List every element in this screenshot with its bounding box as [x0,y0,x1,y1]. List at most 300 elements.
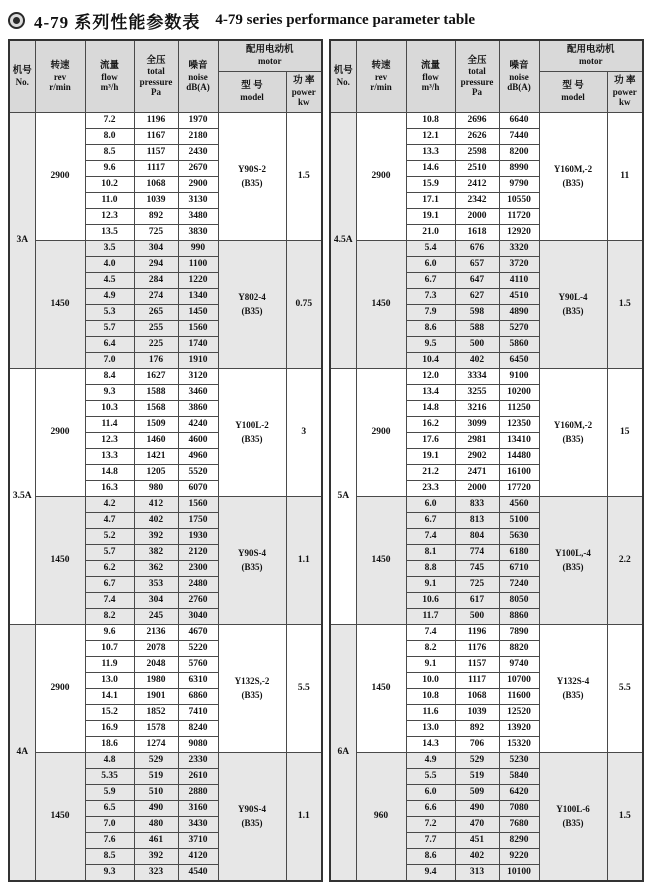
col-header-motor: 配用电动机 motor [539,40,643,72]
flow-cell: 12.3 [85,433,134,449]
pressure-cell: 509 [455,785,499,801]
pressure-cell: 2598 [455,145,499,161]
flow-cell: 6.6 [406,801,455,817]
flow-cell: 12.1 [406,129,455,145]
noise-cell: 3160 [178,801,218,817]
flow-cell: 11.4 [85,417,134,433]
pressure-cell: 3099 [455,417,499,433]
pressure-cell: 500 [455,337,499,353]
pressure-cell: 1068 [455,689,499,705]
flow-cell: 6.2 [85,561,134,577]
pressure-cell: 1068 [134,177,178,193]
noise-cell: 1970 [178,113,218,129]
pressure-cell: 1117 [134,161,178,177]
pressure-cell: 284 [134,273,178,289]
noise-cell: 1450 [178,305,218,321]
pressure-cell: 627 [455,289,499,305]
rev-cell: 2900 [35,113,85,241]
motor-model: Y90L-4 [558,292,588,302]
motor-model-cell [539,369,607,497]
pressure-cell: 588 [455,321,499,337]
pressure-cell: 519 [455,769,499,785]
table-row [330,241,643,257]
flow-cell: 19.1 [406,209,455,225]
model-no-cell: 6A [330,625,356,882]
model-no-cell: 5A [330,369,356,625]
col-header-pressure: 全压 total pressure Pa [134,40,178,113]
flow-cell: 4.0 [85,257,134,273]
power-cell: 1.5 [286,113,322,241]
noise-cell: 4960 [178,449,218,465]
flow-cell: 13.3 [85,449,134,465]
pressure-cell: 1039 [134,193,178,209]
noise-cell: 3710 [178,833,218,849]
flow-cell: 7.4 [406,625,455,641]
rev-cell: 1450 [356,497,406,625]
noise-cell: 6310 [178,673,218,689]
flow-cell: 8.5 [85,849,134,865]
power-cell: 1.1 [286,753,322,882]
noise-cell: 10100 [499,865,539,882]
pressure-cell: 402 [455,353,499,369]
noise-cell: 6640 [499,113,539,129]
table-row [330,113,643,129]
parameter-tables [8,39,642,882]
noise-cell: 3040 [178,609,218,625]
noise-cell: 17720 [499,481,539,497]
motor-frame: (B35) [241,177,263,188]
pressure-cell: 1196 [134,113,178,129]
noise-cell: 5860 [499,337,539,353]
flow-cell: 7.3 [406,289,455,305]
flow-cell: 9.3 [85,865,134,882]
pressure-cell: 294 [134,257,178,273]
page-title [8,6,642,34]
pressure-cell: 980 [134,481,178,497]
flow-cell: 9.4 [406,865,455,882]
motor-model: Y160M,-2 [553,420,593,430]
pressure-cell: 461 [134,833,178,849]
noise-cell: 3460 [178,385,218,401]
flow-cell: 8.2 [85,609,134,625]
noise-cell: 11250 [499,401,539,417]
flow-cell: 8.6 [406,849,455,865]
noise-cell: 2120 [178,545,218,561]
flow-cell: 4.5 [85,273,134,289]
pressure-cell: 470 [455,817,499,833]
noise-cell: 5840 [499,769,539,785]
noise-cell: 6070 [178,481,218,497]
flow-cell: 13.0 [406,721,455,737]
flow-cell: 10.6 [406,593,455,609]
noise-cell: 1220 [178,273,218,289]
flow-cell: 12.3 [85,209,134,225]
noise-cell: 8200 [499,145,539,161]
noise-cell: 6420 [499,785,539,801]
motor-model: Y90S-4 [237,548,266,558]
col-header-no: 机号 No. [9,40,35,113]
table-row [330,625,643,641]
flow-cell: 10.4 [406,353,455,369]
motor-model: Y100L-6 [556,804,590,814]
flow-cell: 13.3 [406,145,455,161]
pressure-cell: 2342 [455,193,499,209]
pressure-cell: 1618 [455,225,499,241]
flow-cell: 3.5 [85,241,134,257]
flow-cell: 7.2 [85,113,134,129]
pressure-cell: 1568 [134,401,178,417]
noise-cell: 1100 [178,257,218,273]
pressure-cell: 480 [134,817,178,833]
flow-cell: 8.8 [406,561,455,577]
flow-cell: 6.7 [406,273,455,289]
power-cell: 0.75 [286,241,322,369]
flow-cell: 7.4 [406,529,455,545]
flow-cell: 18.6 [85,737,134,753]
col-header-power: 功 率 power kw [286,72,322,113]
pressure-cell: 1588 [134,385,178,401]
pressure-cell: 1460 [134,433,178,449]
power-cell: 3 [286,369,322,497]
model-no-cell: 4.5A [330,113,356,369]
rev-cell: 2900 [356,369,406,497]
pressure-cell: 490 [134,801,178,817]
table-row [9,241,322,257]
pressure-cell: 725 [455,577,499,593]
pressure-cell: 1852 [134,705,178,721]
rev-cell: 2900 [35,625,85,753]
flow-cell: 21.2 [406,465,455,481]
noise-cell: 9220 [499,849,539,865]
flow-cell: 19.1 [406,449,455,465]
page-title-en: 4-79 series performance parameter table [215,11,476,28]
flow-cell: 14.8 [406,401,455,417]
pressure-cell: 2048 [134,657,178,673]
col-header-noise: 噪音 noise dB(A) [499,40,539,113]
flow-cell: 5.7 [85,321,134,337]
flow-cell: 10.8 [406,113,455,129]
flow-cell: 15.9 [406,177,455,193]
pressure-cell: 804 [455,529,499,545]
motor-frame: (B35) [562,689,584,700]
pressure-cell: 2981 [455,433,499,449]
rev-cell: 1450 [35,497,85,625]
noise-cell: 3830 [178,225,218,241]
pressure-cell: 176 [134,353,178,369]
flow-cell: 7.4 [85,593,134,609]
pressure-cell: 490 [455,801,499,817]
power-cell: 15 [607,369,643,497]
noise-cell: 7410 [178,705,218,721]
pressure-cell: 1274 [134,737,178,753]
motor-frame: (B35) [562,433,584,444]
noise-cell: 5220 [178,641,218,657]
flow-cell: 17.1 [406,193,455,209]
pressure-cell: 510 [134,785,178,801]
pressure-cell: 412 [134,497,178,513]
noise-cell: 3320 [499,241,539,257]
noise-cell: 1910 [178,353,218,369]
pressure-cell: 745 [455,561,499,577]
parameter-table-left [8,39,323,882]
pressure-cell: 392 [134,529,178,545]
noise-cell: 3480 [178,209,218,225]
flow-cell: 7.9 [406,305,455,321]
flow-cell: 9.6 [85,161,134,177]
noise-cell: 4670 [178,625,218,641]
pressure-cell: 382 [134,545,178,561]
pressure-cell: 1578 [134,721,178,737]
noise-cell: 4600 [178,433,218,449]
table-row [9,369,322,385]
table-row [330,753,643,769]
table-row [9,753,322,769]
noise-cell: 13410 [499,433,539,449]
pressure-cell: 725 [134,225,178,241]
pressure-cell: 2136 [134,625,178,641]
pressure-cell: 225 [134,337,178,353]
power-cell: 2.2 [607,497,643,625]
noise-cell: 4240 [178,417,218,433]
noise-cell: 2480 [178,577,218,593]
flow-cell: 11.7 [406,609,455,625]
pressure-cell: 1421 [134,449,178,465]
flow-cell: 14.6 [406,161,455,177]
pressure-cell: 1627 [134,369,178,385]
pressure-cell: 774 [455,545,499,561]
noise-cell: 6180 [499,545,539,561]
noise-cell: 3430 [178,817,218,833]
motor-model: Y90S-2 [237,164,266,174]
col-header-rev: 转速 rev r/min [35,40,85,113]
flow-cell: 6.0 [406,257,455,273]
flow-cell: 16.3 [85,481,134,497]
noise-cell: 4540 [178,865,218,882]
table-row [9,625,322,641]
rev-cell: 1450 [356,241,406,369]
col-header-model: 型 号 model [539,72,607,113]
col-header-power: 功 率 power kw [607,72,643,113]
pressure-cell: 2902 [455,449,499,465]
motor-model-cell [218,625,286,753]
noise-cell: 4110 [499,273,539,289]
noise-cell: 7240 [499,577,539,593]
noise-cell: 2900 [178,177,218,193]
flow-cell: 15.2 [85,705,134,721]
flow-cell: 9.6 [85,625,134,641]
flow-cell: 16.9 [85,721,134,737]
flow-cell: 14.8 [85,465,134,481]
flow-cell: 14.1 [85,689,134,705]
power-cell: 11 [607,113,643,241]
motor-model-cell [218,369,286,497]
pressure-cell: 3216 [455,401,499,417]
noise-cell: 4560 [499,497,539,513]
noise-cell: 2300 [178,561,218,577]
noise-cell: 7680 [499,817,539,833]
col-header-flow: 流量 flow m³/h [85,40,134,113]
motor-model: Y90S-4 [237,804,266,814]
motor-model: Y100L-2 [235,420,269,430]
pressure-cell: 1039 [455,705,499,721]
motor-model-cell [539,753,607,882]
flow-cell: 6.4 [85,337,134,353]
motor-frame: (B35) [562,817,584,828]
pressure-cell: 2471 [455,465,499,481]
noise-cell: 2180 [178,129,218,145]
pressure-cell: 1509 [134,417,178,433]
noise-cell: 6450 [499,353,539,369]
flow-cell: 6.5 [85,801,134,817]
noise-cell: 8240 [178,721,218,737]
flow-cell: 8.1 [406,545,455,561]
flow-cell: 8.5 [85,145,134,161]
noise-cell: 12350 [499,417,539,433]
flow-cell: 10.2 [85,177,134,193]
flow-cell: 9.5 [406,337,455,353]
noise-cell: 7890 [499,625,539,641]
motor-model: Y100L,-4 [555,548,591,558]
noise-cell: 9100 [499,369,539,385]
col-header-motor: 配用电动机 motor [218,40,322,72]
col-header-noise: 噪音 noise dB(A) [178,40,218,113]
pressure-cell: 451 [455,833,499,849]
rev-cell: 1450 [35,753,85,882]
noise-cell: 12920 [499,225,539,241]
motor-model-cell [539,625,607,753]
pressure-cell: 1176 [455,641,499,657]
pressure-cell: 392 [134,849,178,865]
flow-cell: 6.7 [85,577,134,593]
motor-model-cell [218,497,286,625]
pressure-cell: 265 [134,305,178,321]
noise-cell: 3720 [499,257,539,273]
flow-cell: 4.9 [85,289,134,305]
pressure-cell: 617 [455,593,499,609]
rev-cell: 2900 [356,113,406,241]
bullet-icon [8,12,25,29]
power-cell: 1.1 [286,497,322,625]
noise-cell: 6860 [178,689,218,705]
noise-cell: 1560 [178,321,218,337]
table-row [9,113,322,129]
flow-cell: 4.9 [406,753,455,769]
flow-cell: 8.2 [406,641,455,657]
flow-cell: 13.5 [85,225,134,241]
noise-cell: 4890 [499,305,539,321]
flow-cell: 8.6 [406,321,455,337]
noise-cell: 16100 [499,465,539,481]
noise-cell: 5100 [499,513,539,529]
noise-cell: 12520 [499,705,539,721]
table-row [330,497,643,513]
motor-model-cell [539,497,607,625]
flow-cell: 6.7 [406,513,455,529]
flow-cell: 23.3 [406,481,455,497]
noise-cell: 7080 [499,801,539,817]
pressure-cell: 2000 [455,209,499,225]
flow-cell: 13.4 [406,385,455,401]
pressure-cell: 274 [134,289,178,305]
noise-cell: 5520 [178,465,218,481]
pressure-cell: 402 [455,849,499,865]
flow-cell: 12.0 [406,369,455,385]
noise-cell: 4120 [178,849,218,865]
col-header-model: 型 号 model [218,72,286,113]
pressure-cell: 313 [455,865,499,882]
flow-cell: 16.2 [406,417,455,433]
flow-cell: 5.4 [406,241,455,257]
noise-cell: 2330 [178,753,218,769]
power-cell: 5.5 [607,625,643,753]
noise-cell: 1560 [178,497,218,513]
flow-cell: 5.2 [85,529,134,545]
pressure-cell: 1117 [455,673,499,689]
table-row [9,497,322,513]
pressure-cell: 519 [134,769,178,785]
flow-cell: 8.4 [85,369,134,385]
power-cell: 5.5 [286,625,322,753]
power-cell: 1.5 [607,241,643,369]
flow-cell: 10.7 [85,641,134,657]
flow-cell: 11.0 [85,193,134,209]
motor-frame: (B35) [241,689,263,700]
flow-cell: 9.3 [85,385,134,401]
rev-cell: 1450 [35,241,85,369]
motor-frame: (B35) [241,817,263,828]
rev-cell: 960 [356,753,406,882]
pressure-cell: 1157 [455,657,499,673]
noise-cell: 10200 [499,385,539,401]
pressure-cell: 3334 [455,369,499,385]
flow-cell: 21.0 [406,225,455,241]
noise-cell: 10700 [499,673,539,689]
flow-cell: 5.9 [85,785,134,801]
noise-cell: 9080 [178,737,218,753]
flow-cell: 17.6 [406,433,455,449]
flow-cell: 10.0 [406,673,455,689]
flow-cell: 7.0 [85,353,134,369]
rev-cell: 1450 [356,625,406,753]
noise-cell: 990 [178,241,218,257]
noise-cell: 2760 [178,593,218,609]
col-header-flow: 流量 flow m³/h [406,40,455,113]
noise-cell: 1740 [178,337,218,353]
flow-cell: 9.1 [406,657,455,673]
pressure-cell: 1901 [134,689,178,705]
flow-cell: 5.35 [85,769,134,785]
noise-cell: 5760 [178,657,218,673]
pressure-cell: 529 [455,753,499,769]
flow-cell: 8.0 [85,129,134,145]
motor-model: Y132S,-2 [234,676,270,686]
model-no-cell: 3A [9,113,35,369]
noise-cell: 8050 [499,593,539,609]
noise-cell: 2430 [178,145,218,161]
motor-model: Y160M,-2 [553,164,593,174]
rev-cell: 2900 [35,369,85,497]
noise-cell: 11720 [499,209,539,225]
pressure-cell: 1205 [134,465,178,481]
pressure-cell: 833 [455,497,499,513]
noise-cell: 15320 [499,737,539,753]
noise-cell: 13920 [499,721,539,737]
noise-cell: 4510 [499,289,539,305]
flow-cell: 4.7 [85,513,134,529]
pressure-cell: 1157 [134,145,178,161]
pressure-cell: 3255 [455,385,499,401]
noise-cell: 3860 [178,401,218,417]
